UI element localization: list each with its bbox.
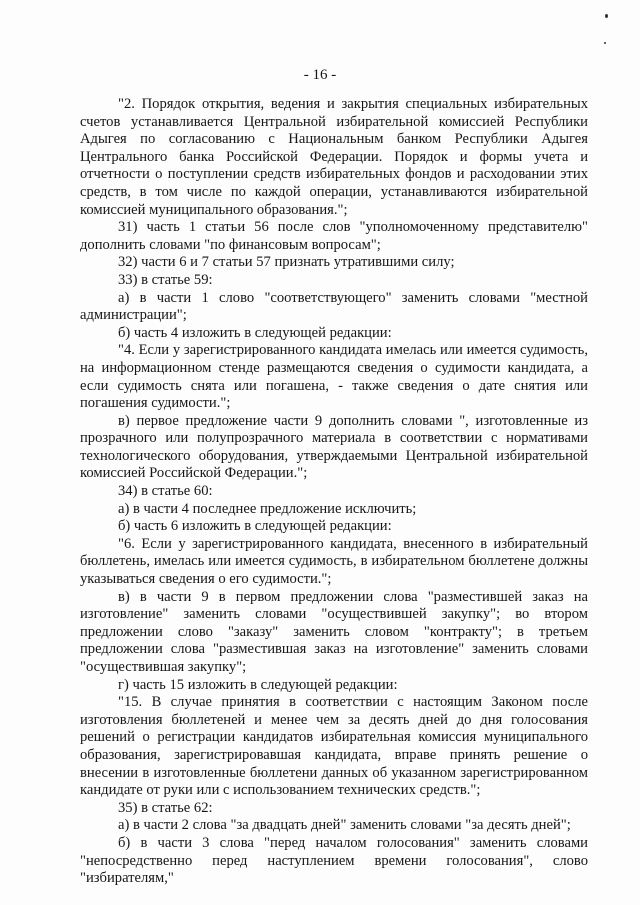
paragraph-item-34v: в) в части 9 в первом предложении слова "разместившей заказ на изготовление" заменить словами "осуществившей закупку"; во втором предложении слово "заказу" заменить словом "контракту"; в третьем предложении слова "разместившая заказ на изготовление" заменить словами "осуществившая закупку"; [80, 588, 588, 675]
paragraph-item-35b: б) в части 3 слова "перед началом голосования" заменить словами "непосредственно перед наступлением времени голосования", слово "избирателям," [80, 834, 588, 887]
paragraph-item-34: 34) в статье 60: [118, 483, 213, 500]
scan-speck [605, 14, 608, 18]
paragraph-quote-part-6: "6. Если у зарегистрированного кандидата, внесенного в избирательный бюллетень, имелась или имеется судимость, в избирательном бюллетене должны указываться сведения о его судимости."; [80, 535, 588, 588]
paragraph-item-33a: а) в части 1 слово "соответствующего" заменить словами "местной администрации"; [80, 289, 588, 324]
paragraph-quote-part-15: "15. В случае принятия в соответствии с настоящим Законом после изготовления бюллетеней и менее чем за десять дней до дня голосования решений о регистрации кандидатов избирательная комиссия муниципального образования, зарегистрировавшая кандидата, вправе принять решение о внесении в изготовленные бюллетени данных об указанном зарегистрированном кандидате от руки или с использованием технических средств."; [80, 694, 588, 799]
paragraph-item-31: 31) часть 1 статьи 56 после слов "уполномоченному представителю" дополнить словами "по финансовым вопросам"; [80, 219, 588, 253]
paragraph-item-33: 33) в статье 59: [118, 271, 213, 288]
paragraph-item-34b: б) часть 6 изложить в следующей редакции: [118, 518, 392, 535]
paragraph-account-procedure: "2. Порядок открытия, ведения и закрытия специальных избирательных счетов устанавливается Центральной избирательной комиссией Республики Адыгея по согласованию с Национальным банком Республики Адыгея Центрального банка Российской Федерации. Порядок и формы учета и отчетности о поступлении средств избирательных фондов и расходовании этих средств, в том числе по каждой операции, устанавливаются избирательной комиссией муниципального образования."; [80, 96, 588, 218]
paragraph-item-33v: в) первое предложение части 9 дополнить словами ", изготовленные из прозрачного или полупрозрачного материала в соответствии с нормативами технологического оборудования, утверждаемыми Центральной избирательной комиссией Российской Федерации."; [80, 412, 588, 482]
paragraph-item-34a: а) в части 4 последнее предложение исключить; [118, 500, 417, 517]
paragraph-quote-part-4: "4. Если у зарегистрированного кандидата имелась или имеется судимость, на информационном стенде размещаются сведения о судимости кандидата, а если судимость снята или погашена, - также сведения о дате снятия или погашения судимости."; [80, 342, 588, 412]
scan-speck [604, 42, 606, 44]
paragraph-item-35: 35) в статье 62: [118, 799, 213, 816]
paragraph-item-35a: а) в части 2 слова "за двадцать дней" заменить словами "за десять дней"; [118, 817, 571, 834]
paragraph-item-33b: б) часть 4 изложить в следующей редакции: [118, 324, 392, 341]
page-number: - 16 - [303, 67, 337, 83]
document-body [80, 96, 588, 888]
paragraph-item-32: 32) части 6 и 7 статьи 57 признать утратившими силу; [118, 254, 455, 271]
paragraph-item-34g: г) часть 15 изложить в следующей редакции: [118, 676, 398, 693]
